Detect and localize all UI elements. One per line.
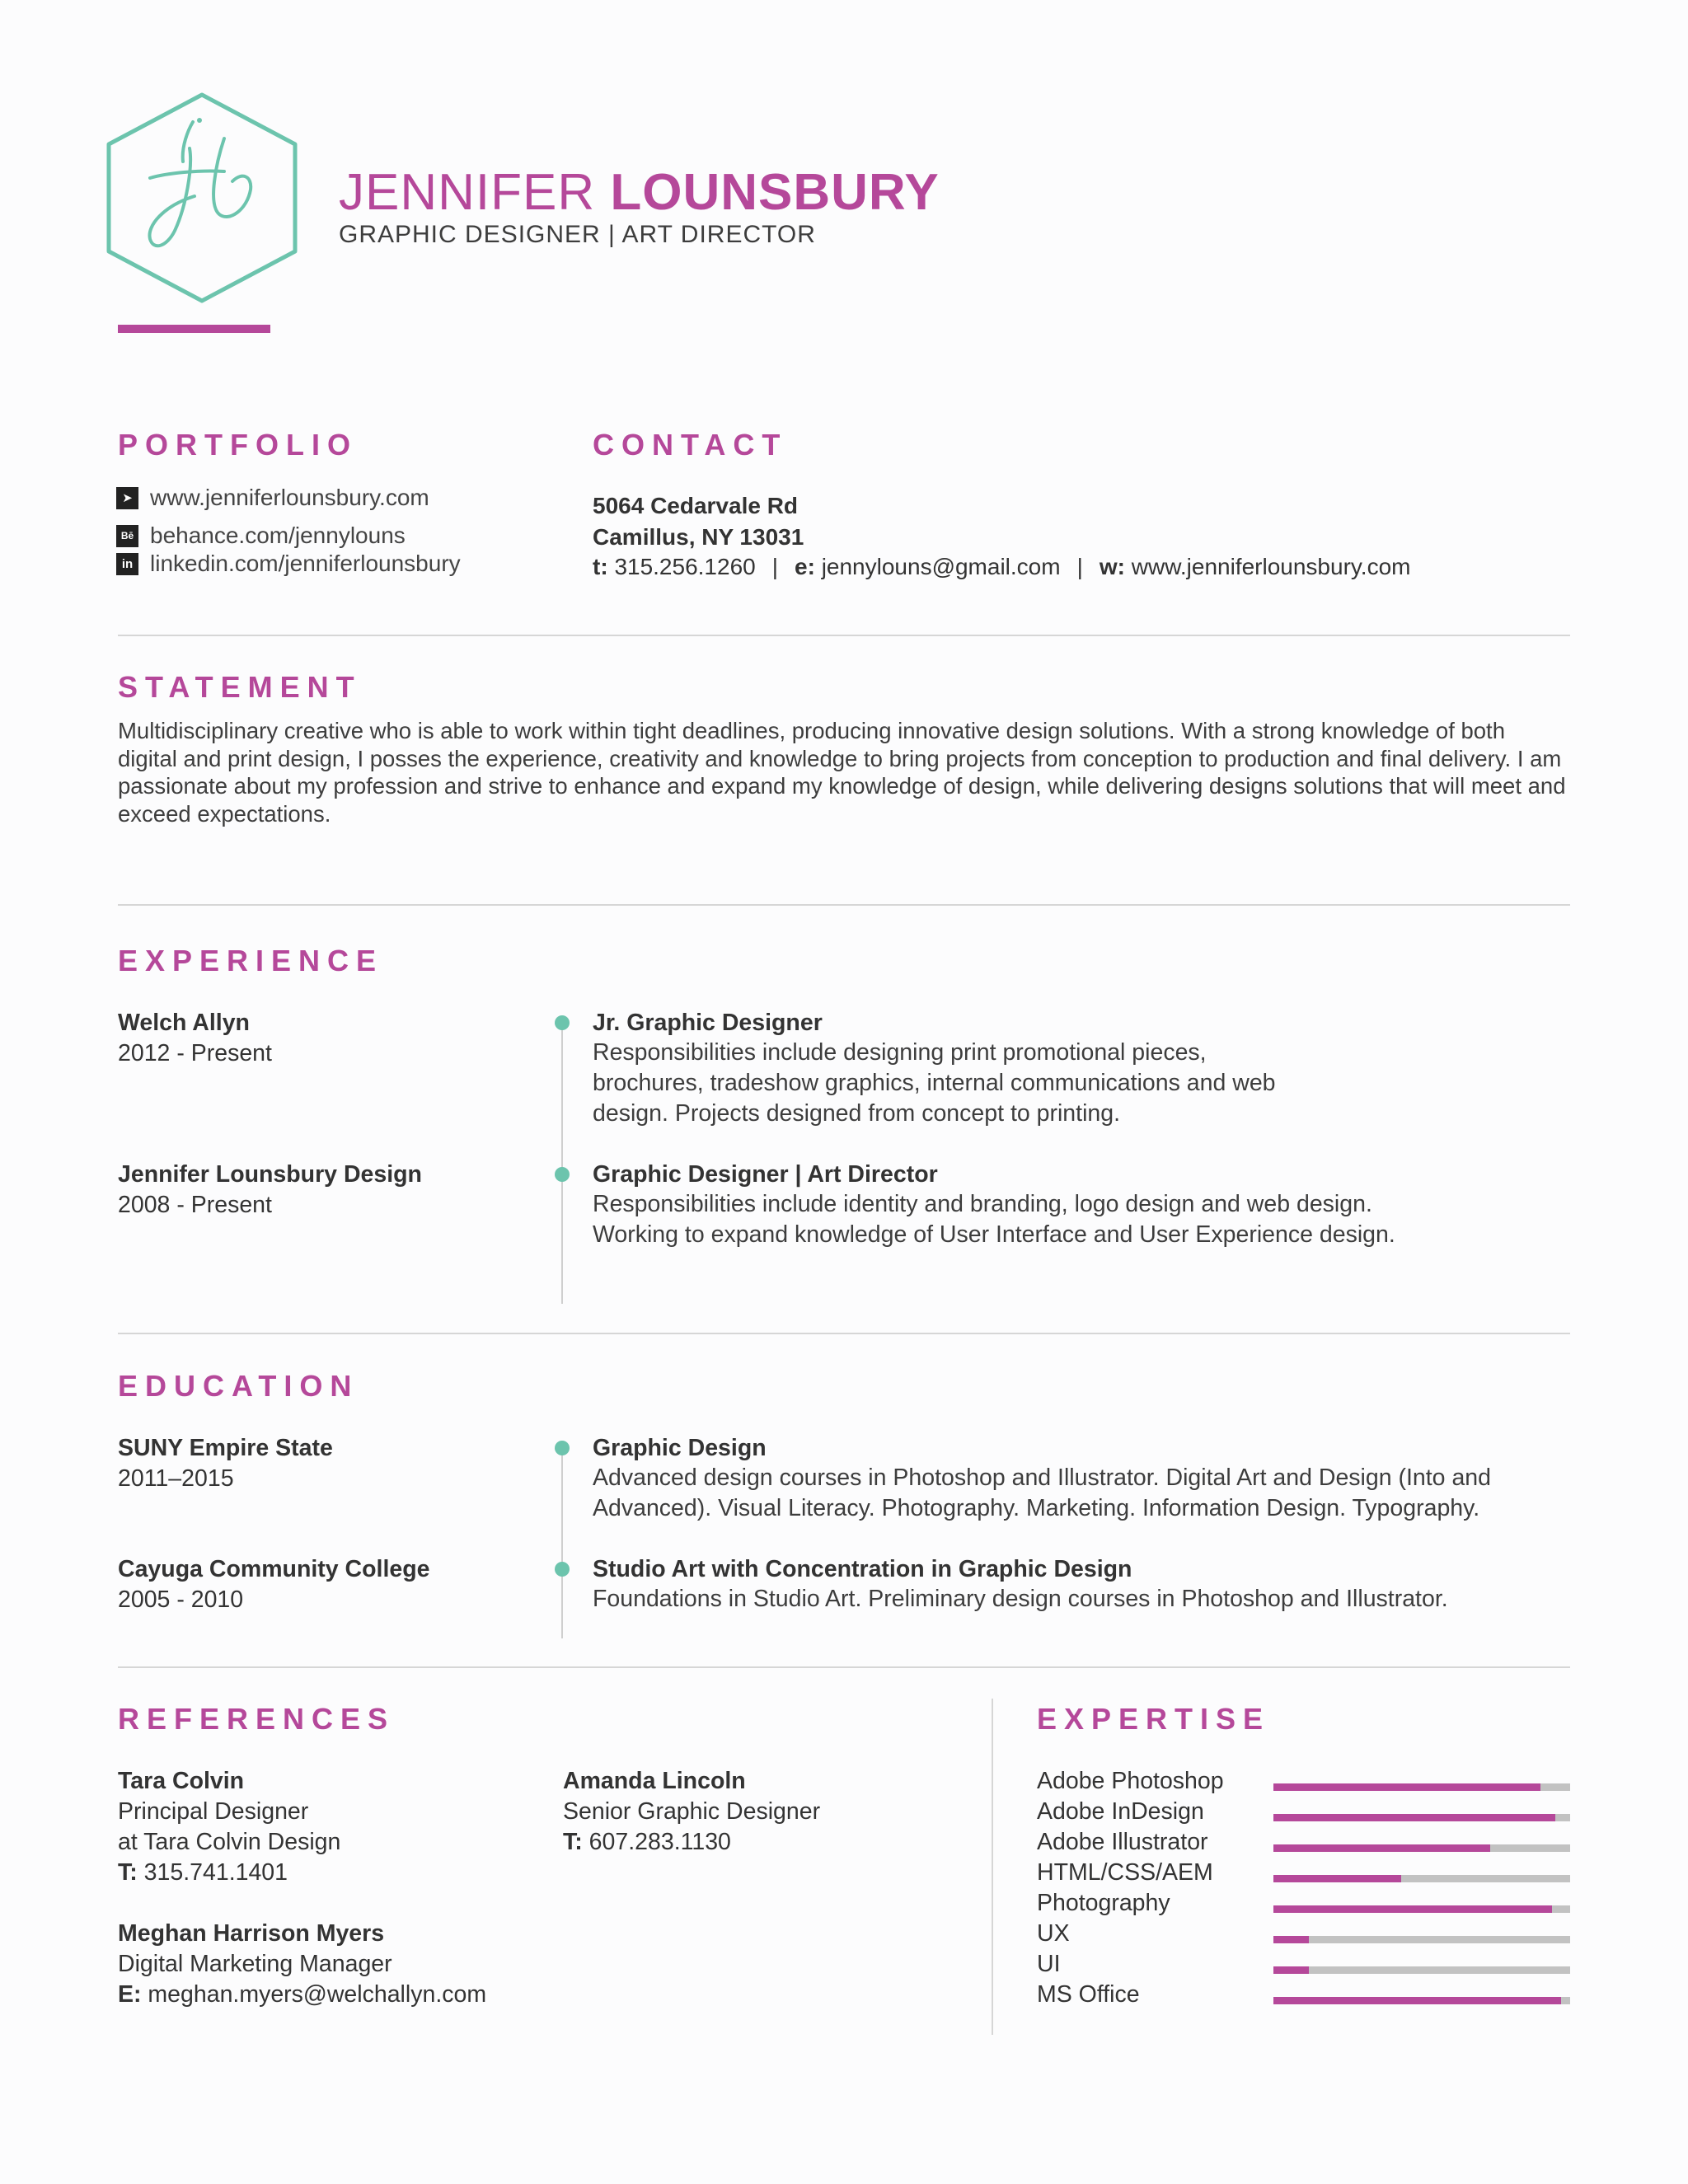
skill-bar (1273, 1936, 1570, 1943)
portfolio-link-text: linkedin.com/jenniferlounsbury (150, 551, 461, 576)
reference-name: Tara Colvin (118, 1768, 245, 1794)
experience-company: Jennifer Lounsbury Design (118, 1161, 422, 1188)
skill-bar-fill (1273, 1966, 1309, 1974)
contact-label: T: (118, 1859, 138, 1886)
skill-bar-fill (1273, 1875, 1401, 1882)
divider (118, 1333, 1570, 1334)
reference-contact (118, 1859, 288, 1886)
logo-underline (118, 325, 270, 333)
skill-bar (1273, 1814, 1570, 1821)
skill-bar-fill (1273, 1997, 1561, 2004)
skill-bar-fill (1273, 1783, 1540, 1791)
skill-bar (1273, 1844, 1570, 1852)
email-label: e: (795, 554, 815, 579)
education-school: SUNY Empire State (118, 1435, 333, 1461)
skill-bar-fill (1273, 1905, 1552, 1913)
reference-role: Senior Graphic Designer (563, 1798, 821, 1825)
description-line: brochures, tradeshow graphics, internal communications and web (593, 1070, 1276, 1096)
description-line: Working to expand knowledge of User Interface and User Experience design. (593, 1221, 1395, 1248)
skill-label: HTML/CSS/AEM (1037, 1859, 1213, 1886)
contact-street: 5064 Cedarvale Rd (593, 493, 799, 518)
education-timeline (561, 1449, 563, 1638)
skill-bar-fill (1273, 1936, 1309, 1943)
separator: | (771, 554, 778, 579)
behance-icon: Bē (116, 525, 138, 547)
send-icon: ➤ (116, 487, 138, 509)
linkedin-icon: in (116, 553, 138, 575)
skill-label: MS Office (1037, 1981, 1140, 2008)
divider (118, 1666, 1570, 1668)
experience-description (593, 1189, 1395, 1250)
skill-bar (1273, 1875, 1570, 1882)
contact-heading: CONTACT (593, 428, 788, 462)
skill-bar (1273, 1966, 1570, 1974)
education-heading: EDUCATION (118, 1369, 359, 1403)
contact-label: E: (118, 1981, 142, 2008)
skill-label: UX (1037, 1920, 1070, 1947)
reference-contact (563, 1829, 731, 1856)
monogram-logo (101, 89, 303, 307)
description-line: Advanced). Visual Literacy. Photography. Marketing. Information Design. Typography. (593, 1495, 1480, 1521)
divider (118, 904, 1570, 906)
timeline-dot (555, 1562, 570, 1577)
statement-heading: STATEMENT (118, 670, 362, 704)
reference-phone[interactable]: 607.283.1130 (588, 1829, 731, 1855)
first-name: JENNIFER (339, 164, 596, 221)
contact-email[interactable]: jennylouns@gmail.com (821, 554, 1061, 579)
portfolio-link-text: behance.com/jennylouns (150, 523, 406, 548)
experience-dates: 2008 - Present (118, 1192, 272, 1218)
experience-dates: 2012 - Present (118, 1040, 272, 1066)
portfolio-link-text: www.jenniferlounsbury.com (150, 485, 429, 510)
education-dates: 2011–2015 (118, 1465, 234, 1492)
skill-label: Adobe Photoshop (1037, 1768, 1224, 1794)
page-title (339, 164, 940, 221)
portfolio-link-website[interactable] (116, 485, 429, 511)
description-line: Responsibilities include identity and branding, logo design and web design. (593, 1191, 1372, 1217)
expertise-heading: EXPERTISE (1037, 1702, 1271, 1736)
description-line: Responsibilities include designing print promotional pieces, (593, 1039, 1207, 1066)
skill-label: Photography (1037, 1890, 1170, 1916)
timeline-dot (555, 1167, 570, 1182)
experience-company: Welch Allyn (118, 1010, 250, 1036)
reference-company: at Tara Colvin Design (118, 1829, 341, 1855)
phone-label: t: (593, 554, 608, 579)
reference-contact (118, 1981, 486, 2008)
education-school: Cayuga Community College (118, 1556, 430, 1582)
education-dates: 2005 - 2010 (118, 1586, 244, 1613)
timeline-dot (555, 1441, 570, 1455)
reference-name: Amanda Lincoln (563, 1768, 746, 1794)
skill-bar-fill (1273, 1844, 1490, 1852)
experience-description (593, 1038, 1276, 1129)
contact-phone[interactable]: 315.256.1260 (614, 554, 756, 579)
reference-name: Meghan Harrison Myers (118, 1920, 385, 1947)
references-heading: REFERENCES (118, 1702, 396, 1736)
skill-bar (1273, 1905, 1570, 1913)
reference-role: Digital Marketing Manager (118, 1951, 392, 1977)
divider (118, 635, 1570, 636)
statement-text: Multidisciplinary creative who is able to work within tight deadlines, producing innovative design solutions. With a strong knowledge of both digital and print design, I posses the experience, creativity and knowledge to bring projects from conception to production and final delivery. I am passionate about my profession and strive to enhance and expand my knowledge of design, while delivering designs solutions that will meet and exceed expectations. (118, 718, 1566, 827)
skill-bar (1273, 1783, 1570, 1791)
separator: | (1076, 554, 1083, 579)
experience-heading: EXPERIENCE (118, 944, 384, 977)
experience-role: Graphic Designer | Art Director (593, 1161, 938, 1188)
skill-label: UI (1037, 1951, 1061, 1977)
education-program: Graphic Design (593, 1435, 767, 1461)
portfolio-link-behance[interactable] (116, 523, 406, 549)
description-line: Foundations in Studio Art. Preliminary design courses in Photoshop and Illustrator. (593, 1586, 1448, 1612)
contact-label: T: (563, 1829, 583, 1855)
skill-label: Adobe InDesign (1037, 1798, 1204, 1825)
description-line: Advanced design courses in Photoshop and Illustrator. Digital Art and Design (Into and (593, 1465, 1491, 1491)
education-description (593, 1463, 1491, 1524)
experience-role: Jr. Graphic Designer (593, 1010, 823, 1036)
job-title: GRAPHIC DESIGNER | ART DIRECTOR (339, 221, 816, 248)
education-description (593, 1584, 1448, 1615)
reference-phone[interactable]: 315.741.1401 (143, 1859, 288, 1886)
reference-role: Principal Designer (118, 1798, 309, 1825)
reference-email[interactable]: meghan.myers@welchallyn.com (148, 1981, 487, 2008)
portfolio-link-linkedin[interactable] (116, 551, 461, 577)
skill-label: Adobe Illustrator (1037, 1829, 1208, 1855)
contact-website[interactable]: www.jenniferlounsbury.com (1131, 554, 1411, 579)
contact-city: Camillus, NY 13031 (593, 524, 804, 550)
column-divider (992, 1699, 993, 2035)
portfolio-heading: PORTFOLIO (118, 428, 358, 462)
skill-bar (1273, 1997, 1570, 2004)
skill-bar-fill (1273, 1814, 1555, 1821)
contact-details (593, 554, 1410, 580)
last-name: LOUNSBURY (610, 164, 940, 221)
timeline-dot (555, 1015, 570, 1030)
web-label: w: (1099, 554, 1125, 579)
education-program: Studio Art with Concentration in Graphic Design (593, 1556, 1132, 1582)
description-line: design. Projects designed from concept to printing. (593, 1100, 1121, 1127)
experience-timeline (561, 1024, 563, 1304)
